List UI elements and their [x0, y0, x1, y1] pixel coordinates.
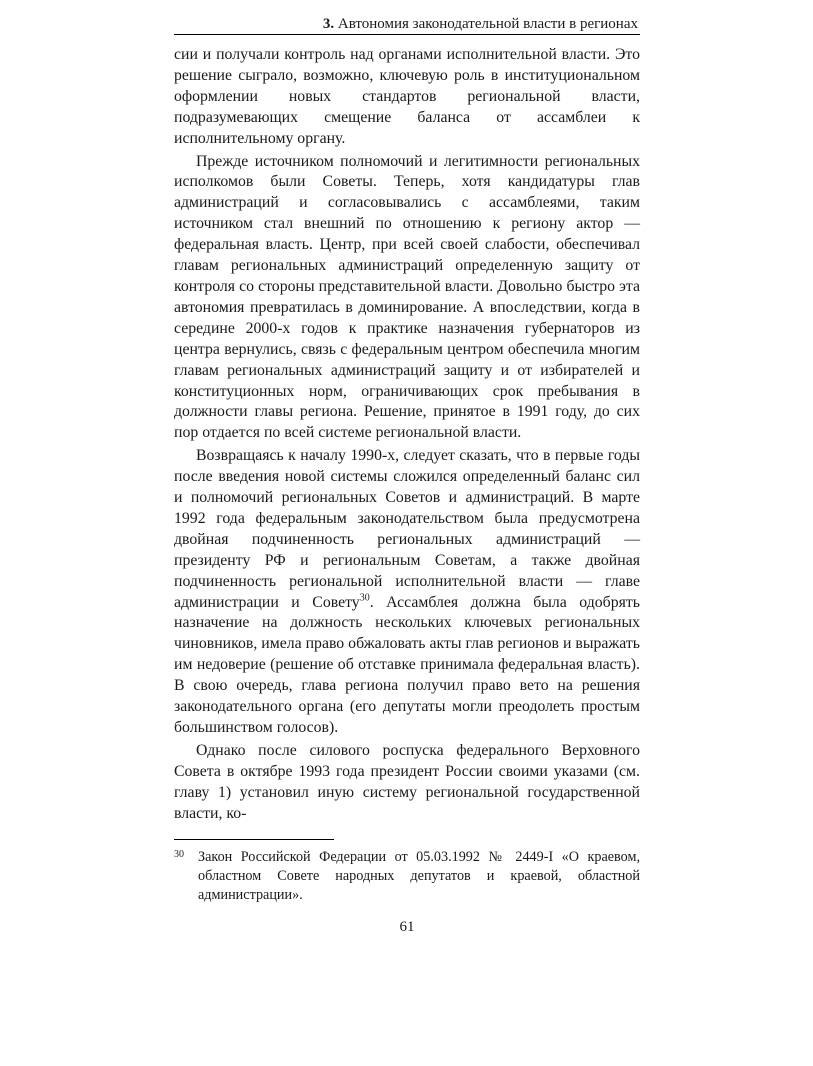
chapter-title: Автономия законодательной власти в регионах — [337, 16, 638, 32]
footnote-divider — [174, 839, 334, 840]
footnote-reference: 30 — [359, 592, 370, 604]
page-number: 61 — [399, 918, 415, 935]
footnote — [174, 848, 640, 905]
running-header — [174, 14, 640, 35]
footnote-number: 30 — [174, 848, 184, 860]
footnote-text: Закон Российской Федерации от 05.03.1992 № 2449-I «О краевом, областном Совете народных депутатов и краевой, областной администрации». — [198, 848, 640, 903]
body-text — [174, 45, 640, 825]
paragraph-2: Прежде источником полномочий и легитимности региональных исполкомов были Советы. Теперь, хотя кандидатуры глав администраций и согласовывались с ассамблеями, таким источником стал внешний по отношению к региону актор — федеральная власть. Центр, при всей своей слабости, обеспечивал главам региональных администраций определенную защиту от контроля со стороны представительной власти. Довольно быстро эта автономия превратилась в доминирование. А впоследствии, когда в середине 2000-х годов к практике назначения губернаторов из центра вернулись, связь с федеральным центром обеспечила многим главам региональных администраций защиту и от избирателей и конституционных норм, ограничивающих срок пребывания в должности главы региона. Решение, принятое в 1991 году, до сих пор отдается по всей системе региональной власти. — [174, 152, 640, 442]
paragraph-3-text: Возвращаясь к началу 1990-х, следует сказать, что в первые годы после введения новой системы сложился определенный баланс сил и полномочий региональных Советов и администраций. В марте 1992 года федеральным законодательством была предусмотрена двойная подчиненность региональных администраций — президенту РФ и региональным Советам, а также двойная подчиненность региональной исполнительной власти — главе администрации и Совету — [174, 447, 640, 611]
paragraph-4: Однако после силового роспуска федерального Верховного Совета в октябре 1993 года президент России своими указами (см. главу 1) установил иную систему региональной государственной власти, ко- — [174, 741, 640, 822]
paragraph-3-text-cont: Ассамблея должна была одобрять назначение на должность нескольких ключевых региональных чиновников, имела право обжаловать акты глав регионов и выражать им недоверие (решение об отставке принимала федеральная власть). В свою очередь, глава региона получил право вето на решения законодательного органа (его депутаты могли преодолеть простым большинством голосов). — [174, 593, 640, 736]
paragraph-3: Возвращаясь к началу 1990-х, следует сказать, что в первые годы после введения новой системы сложился определенный баланс сил и полномочий региональных Советов и администраций. В марте 1992 года федеральным законодательством была предусмотрена двойная подчиненность региональных администраций — президенту РФ и региональным Советам, а также двойная подчиненность региональной исполнительной власти — главе администрации и Совету$^{30}$. Ассамблея должна была одобрять назначение на должность нескольких ключевых региональных чиновников, имела право обжаловать акты глав регионов и выражать им недоверие (решение об отставке принимала федеральная власть). В свою очередь, глава региона получил право вето на решения законодательного органа (его депутаты могли преодолеть простым большинством голосов). — [174, 447, 640, 736]
book-page — [174, 14, 640, 936]
chapter-number: 3. — [322, 16, 335, 32]
paragraph-1: сии и получали контроль над органами исполнительной власти. Это решение сыграло, возможно, ключевую роль в институциональном оформлении новых стандартов региональной власти, подразумевающих смещение баланса от ассамблеи к исполнительному органу. — [174, 46, 640, 147]
